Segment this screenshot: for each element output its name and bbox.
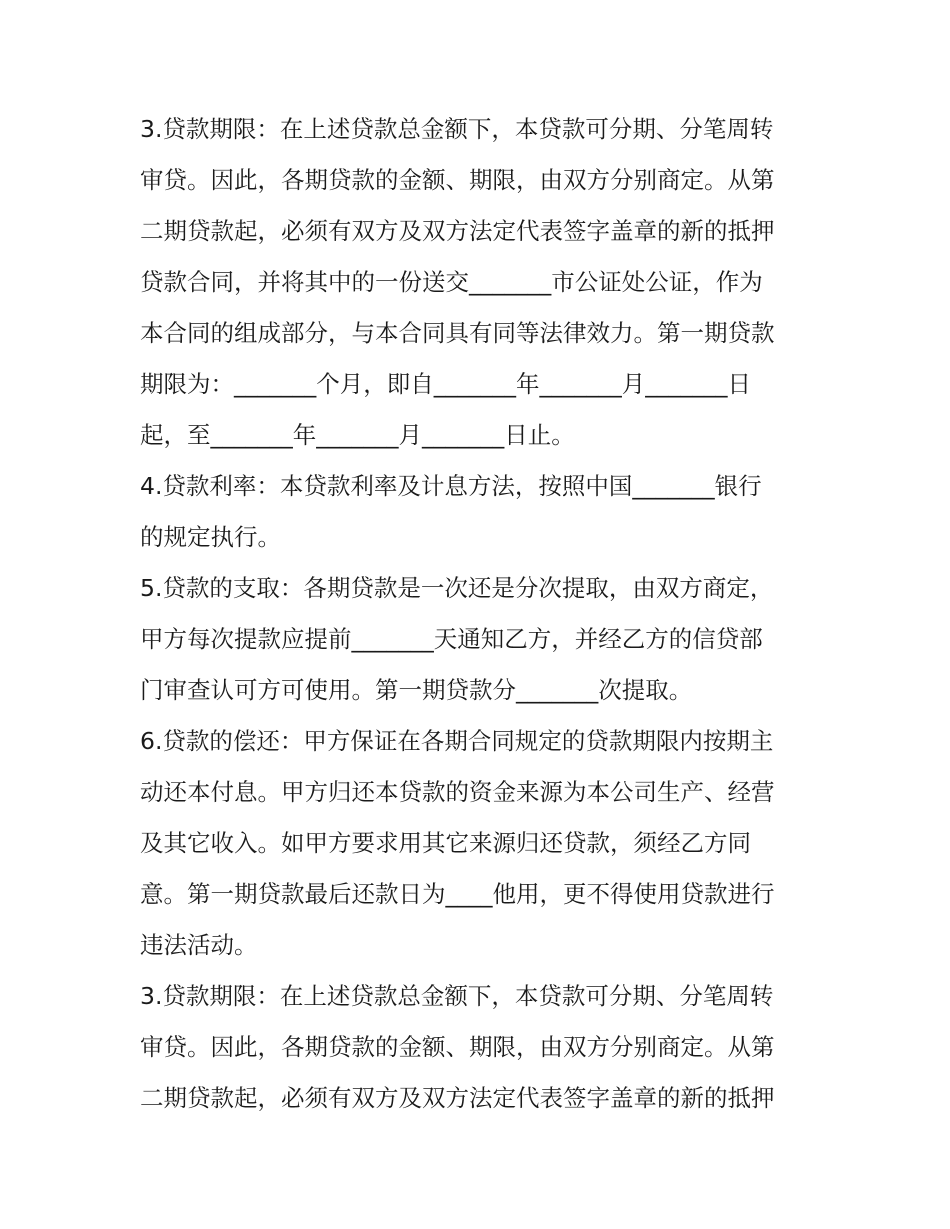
text-line: 违法活动。 <box>140 931 258 959</box>
text-line: 及其它收入。如甲方要求用其它来源归还贷款，须经乙方同 <box>140 829 751 857</box>
text-line: 甲方每次提款应提前_______天通知乙方，并经乙方的信贷部 <box>140 625 763 653</box>
text-line: 审贷。因此，各期贷款的金额、期限，由双方分别商定。从第 <box>140 1033 775 1061</box>
text-line: 贷款合同，并将其中的一份送交_______市公证处公证，作为 <box>140 268 763 296</box>
text-line: 二期贷款起，必须有双方及双方法定代表签字盖章的新的抵押 <box>140 1084 775 1112</box>
text-line: 起，至_______年_______月_______日止。 <box>140 421 575 449</box>
text-line: 本合同的组成部分，与本合同具有同等法律效力。第一期贷款 <box>140 319 775 347</box>
text-line: 的规定执行。 <box>140 523 281 551</box>
text-line: 5.贷款的支取：各期贷款是一次还是分次提取，由双方商定， <box>140 574 774 602</box>
text-line: 审贷。因此，各期贷款的金额、期限，由双方分别商定。从第 <box>140 166 775 194</box>
document-body <box>140 104 830 1124</box>
text-line: 门审查认可方可使用。第一期贷款分_______次提取。 <box>140 676 693 704</box>
text-line: 3.贷款期限：在上述贷款总金额下，本贷款可分期、分笔周转 <box>140 115 774 143</box>
text-line: 4.贷款利率：本贷款利率及计息方法，按照中国_______银行 <box>140 472 762 500</box>
text-line: 动还本付息。甲方归还本贷款的资金来源为本公司生产、经营 <box>140 778 775 806</box>
text-line: 6.贷款的偿还：甲方保证在各期合同规定的贷款期限内按期主 <box>140 727 774 755</box>
text-line: 期限为：_______个月，即自_______年_______月_______日 <box>140 370 751 398</box>
text-line: 3.贷款期限：在上述贷款总金额下，本贷款可分期、分笔周转 <box>140 982 774 1010</box>
text-line: 二期贷款起，必须有双方及双方法定代表签字盖章的新的抵押 <box>140 217 775 245</box>
text-line: 意。第一期贷款最后还款日为____他用，更不得使用贷款进行 <box>140 880 775 908</box>
